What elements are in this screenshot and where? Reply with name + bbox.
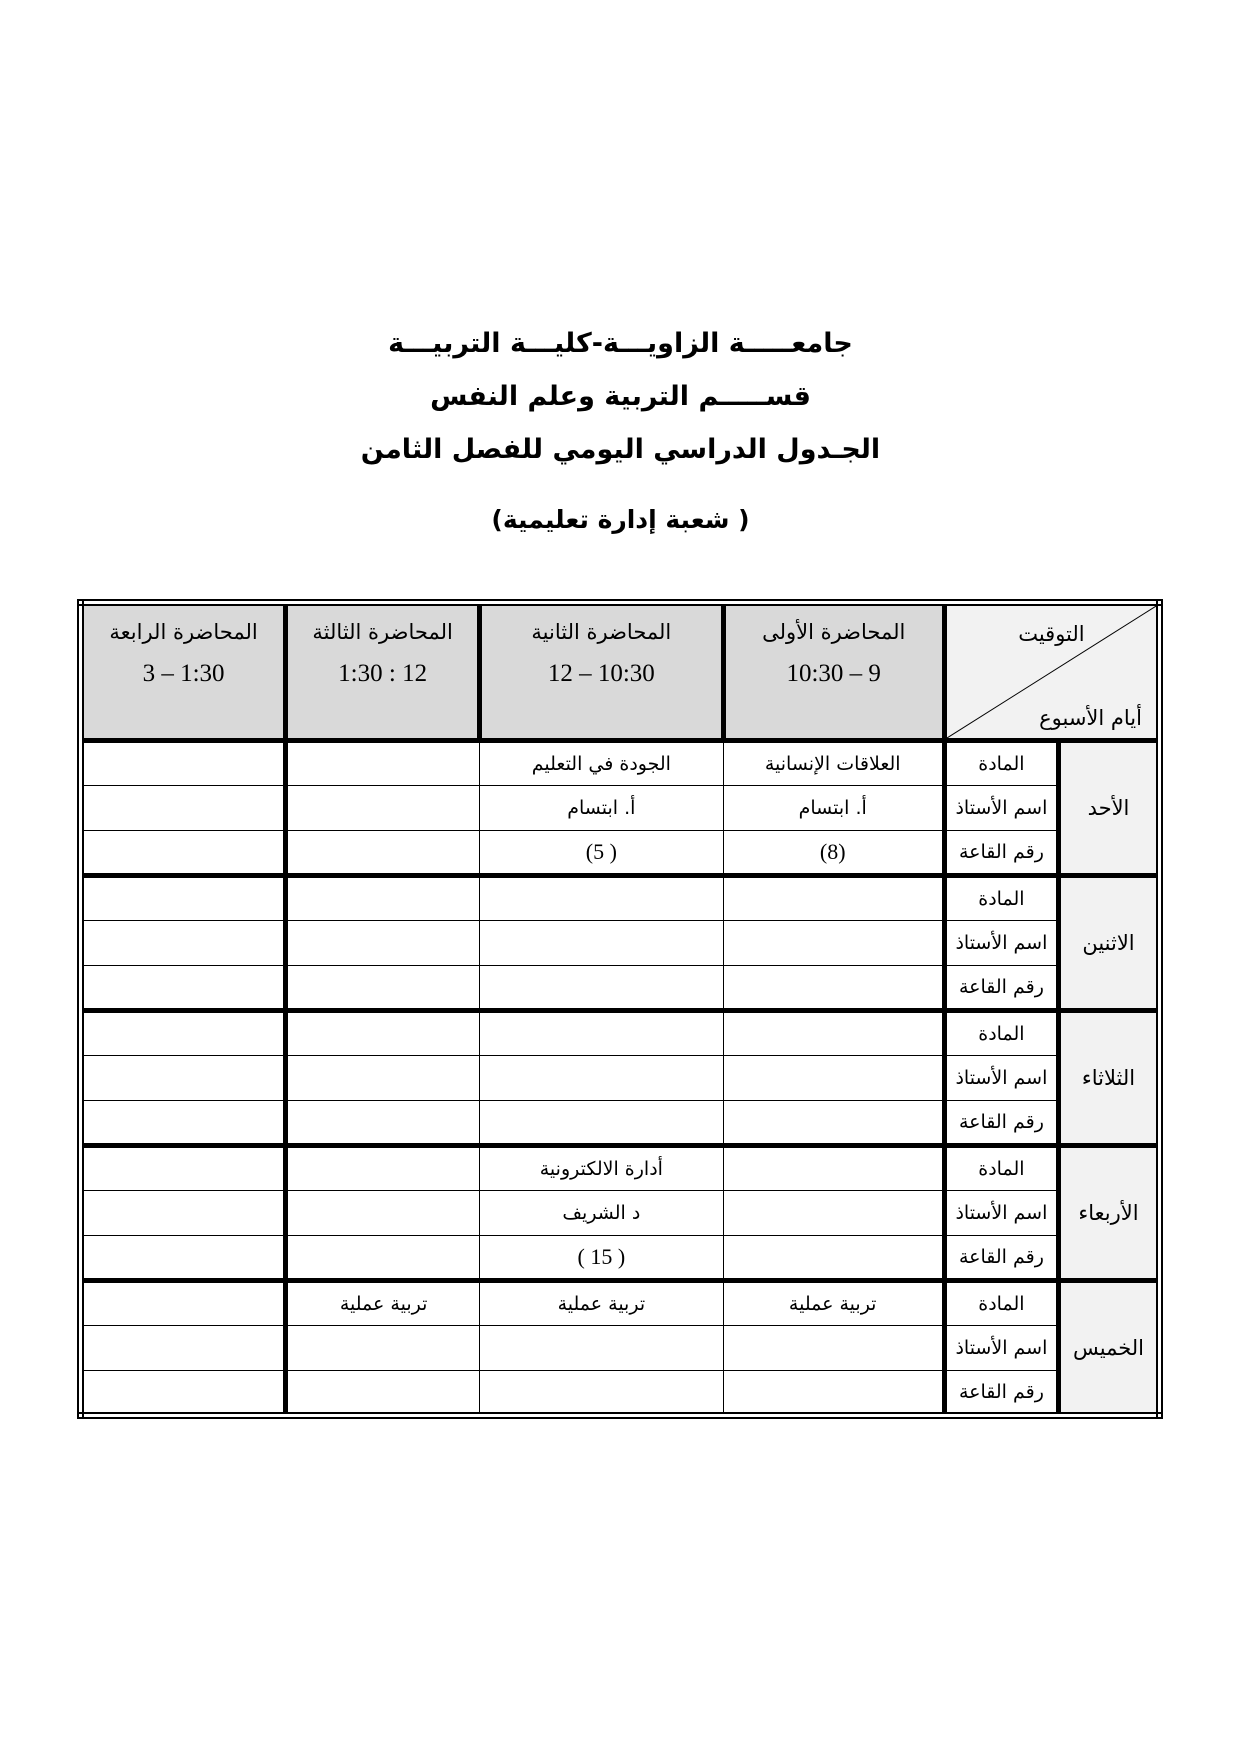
teacher-cell: أ. ابتسام [723,786,944,831]
lecture-1-name: المحاضرة الأولى [762,620,906,644]
teacher-cell [480,1326,723,1371]
corner-timing-label: التوقيت [1018,622,1085,646]
subject-cell [480,876,723,921]
row-label-teacher: اسم الأستاذ [944,1191,1058,1236]
table-row [81,921,1160,966]
subject-cell [286,1146,480,1191]
teacher-cell [81,921,286,966]
teacher-cell [286,1326,480,1371]
table-row [81,1146,1160,1191]
subject-cell [723,1011,944,1056]
day-cell-sunday: الأحد [1058,741,1159,876]
subject-cell [723,876,944,921]
room-cell [286,831,480,876]
teacher-cell [286,921,480,966]
schedule-table [77,599,1163,1419]
day-cell-wednesday: الأربعاء [1058,1146,1159,1281]
subject-cell [81,741,286,786]
day-cell-thursday: الخميس [1058,1281,1159,1416]
teacher-cell [81,1191,286,1236]
teacher-cell [723,1326,944,1371]
schedule-table-wrap [77,599,1163,1419]
room-cell [81,966,286,1011]
day-cell-monday: الاثنين [1058,876,1159,1011]
teacher-cell: د الشريف [480,1191,723,1236]
subject-cell: تربية عملية [723,1281,944,1326]
table-row [81,1236,1160,1281]
room-cell: (5 ) [480,831,723,876]
subject-cell [81,1146,286,1191]
row-label-teacher: اسم الأستاذ [944,786,1058,831]
lecture-2-time: 12 – 10:30 [547,660,655,687]
row-label-room: رقم القاعة [944,1371,1058,1416]
subject-cell [81,1011,286,1056]
table-row [81,1371,1160,1416]
row-label-subject: المادة [944,1011,1058,1056]
teacher-cell [81,1326,286,1371]
row-label-room: رقم القاعة [944,1236,1058,1281]
room-cell [723,1236,944,1281]
lecture-3-header [286,603,480,741]
table-row [81,741,1160,786]
subject-cell [723,1146,944,1191]
room-cell [480,1371,723,1416]
room-cell [286,966,480,1011]
subject-cell: العلاقات الإنسانية [723,741,944,786]
row-label-teacher: اسم الأستاذ [944,1056,1058,1101]
lecture-1-time: 10:30 – 9 [786,660,881,687]
teacher-cell [723,1056,944,1101]
department-title: قســـــم التربية وعلم النفس [430,381,811,412]
corner-cell [944,603,1159,741]
lecture-2-header [480,603,723,741]
row-label-room: رقم القاعة [944,1101,1058,1146]
room-cell [723,1371,944,1416]
table-row [81,966,1160,1011]
room-cell [723,1101,944,1146]
table-row [81,1101,1160,1146]
table-row [81,786,1160,831]
lecture-4-header [81,603,286,741]
header-row [81,603,1160,741]
teacher-cell [81,786,286,831]
subject-cell [286,1011,480,1056]
row-label-subject: المادة [944,741,1058,786]
lecture-4-name: المحاضرة الرابعة [109,620,258,644]
teacher-cell [286,1191,480,1236]
title-block [0,330,1241,558]
row-label-teacher: اسم الأستاذ [944,921,1058,966]
table-row [81,1056,1160,1101]
row-label-subject: المادة [944,1146,1058,1191]
room-cell [286,1371,480,1416]
subject-cell [480,1011,723,1056]
table-row [81,831,1160,876]
day-cell-tuesday: الثلاثاء [1058,1011,1159,1146]
lecture-4-time: 3 – 1:30 [142,660,225,687]
section-subtitle: ( شعبة إدارة تعليمية) [491,505,750,534]
room-cell: (8) [723,831,944,876]
teacher-cell [723,921,944,966]
room-cell [286,1236,480,1281]
teacher-cell [723,1191,944,1236]
room-cell [81,1371,286,1416]
room-cell [480,1101,723,1146]
table-row [81,1326,1160,1371]
lecture-3-name: المحاضرة الثالثة [312,620,453,644]
subject-cell [286,741,480,786]
row-label-teacher: اسم الأستاذ [944,1326,1058,1371]
room-cell [81,1236,286,1281]
teacher-cell [286,1056,480,1101]
subject-cell: أدارة الالكترونية [480,1146,723,1191]
row-label-room: رقم القاعة [944,966,1058,1011]
row-label-subject: المادة [944,1281,1058,1326]
room-cell: ( 15 ) [480,1236,723,1281]
teacher-cell [81,1056,286,1101]
row-label-subject: المادة [944,876,1058,921]
room-cell [723,966,944,1011]
teacher-cell [480,921,723,966]
subject-cell: تربية عملية [480,1281,723,1326]
schedule-title: الجـدول الدراسي اليومي للفصل الثامن [360,434,881,465]
subject-cell [81,876,286,921]
row-label-room: رقم القاعة [944,831,1058,876]
corner-weekdays-label: أيام الأسبوع [1039,706,1142,730]
lecture-1-header [723,603,944,741]
teacher-cell [480,1056,723,1101]
room-cell [81,831,286,876]
subject-cell [286,876,480,921]
teacher-cell: أ. ابتسام [480,786,723,831]
subject-cell: الجودة في التعليم [480,741,723,786]
university-title: جامعـــــة الزاويـــة-كليـــة التربيـــة [388,328,853,359]
room-cell [286,1101,480,1146]
lecture-3-time: 1:30 : 12 [338,660,428,687]
table-row [81,1281,1160,1326]
room-cell [480,966,723,1011]
teacher-cell [286,786,480,831]
subject-cell [81,1281,286,1326]
subject-cell: تربية عملية [286,1281,480,1326]
table-row [81,1191,1160,1236]
room-cell [81,1101,286,1146]
table-row [81,876,1160,921]
lecture-2-name: المحاضرة الثانية [531,620,672,644]
table-row [81,1011,1160,1056]
